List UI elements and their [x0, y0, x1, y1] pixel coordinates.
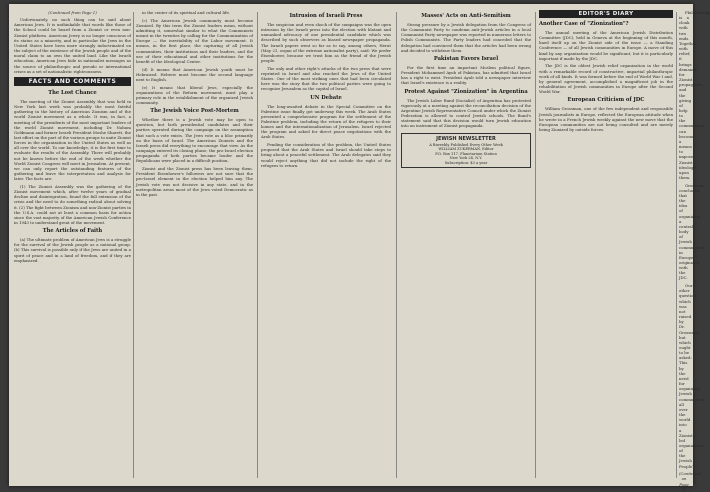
newsletter-line: A Biweekly Published Every Other Week [429, 142, 503, 147]
paragraph: Philanthropy is a cloak with two ends. Together with relief, it brings demands for Zionist propaganda, and the giving of help to the communities can become a means to impose Zionist ideology upon them. [679, 10, 710, 180]
column-separator [535, 12, 536, 478]
section-heading: The Articles of Faith [42, 228, 103, 235]
section-heading: European Criticism of JDC [567, 97, 645, 104]
column-separator [396, 12, 397, 478]
paragraph: The only and other right's attacks of the two press that were reprinted in Israel and also reached the Jews of the United States. One of the most striking ones that had been circulated here was the story that the two political parties were going to recognize Jerusalem as the capital of Israel. [261, 65, 391, 92]
column-2 [136, 10, 253, 480]
column-separator [133, 12, 134, 478]
paragraph: Our other question which was not raised by Dr. Grossman, but which ought to be asked: This by the need for organizing Jewish communities all over the world into a Zionist-led organization of the Jewish People? [679, 283, 705, 469]
section-heading: Masses' Acts on Anti-Semitism [421, 13, 511, 19]
section-heading: UN Debate [310, 94, 342, 101]
paragraph: (1) The Zionist Assembly was the gathering of the Zionist movement which, after twelve years of gradual decline and disintegration, found the full extension of the crisis and the need to do something radical about solving it. (2) The fight between Zionism and non-Zionist parties in the U.S.A. could not at least a common basis for action since the vast majority of the American Jewish Conference in 1943 to understand great of the movement. [14, 183, 131, 225]
newsletter-line: P.O. Box 117, Planetarium Station [435, 151, 497, 156]
facts-and-comments-banner: FACTS AND COMMENTS [14, 77, 131, 86]
continued-from-label: (Continued from Page 1) [48, 10, 97, 15]
newsletter-masthead-box [401, 133, 531, 169]
column-1 [14, 10, 131, 480]
paragraph: Whether there is a Jewish vote may be open to question, but both presidential candidates and their parties operated during the campaign on the assumption that such a vote exists. The Jews vote as a bloc primarily on the basis of Israel. The American Zionists and the Israeli press did everything to encourage that view. As the campaign entered its closing phase, the pro-Israel election propaganda of both parties became louder and the Republicans were placed in a difficult position. [136, 117, 253, 164]
column-6 [679, 10, 710, 492]
section-heading: Protest Against "Zionization" in Argentina [404, 88, 528, 95]
editors-diary-banner: EDITOR'S DIARY [539, 10, 673, 18]
paragraph: The annual meeting of the American Jewish Distribution Committee (JDC), held in Geneva at the beginning of this month, lined itself up on the Zionist side of the issue — a Standing Conference — of all Jewish communities in Europe. A move of this kind by any organization would be significant, but it is particularly important if made by the JDC. [539, 30, 673, 61]
paragraph: Unfortunately, no such thing can be said about American Jews. It is unthinkable that words like those of the School could be heard from a Zionist or even non-Zionist platform. American Jewry is no longer conscious of its status as a minority, and in particular the Jews in the United States have been more strongly indoctrinated on the subject of the existence of the Jewish people and of the moral claim to an own the united land. Like the Israeli education, American Jews hide in nationalist messages as the source of philanthropic and pseudo or international crises as a set of nationalistic righteousness. [14, 17, 131, 74]
section-heading: Pakistan Favors Israel [433, 55, 499, 62]
paragraph: The long-awaited debate in the Special Committee on the Palestine issue finally got underway this week. The Arab States presented a comprehensive program for the settlement of the Palestine problem, including the return of the refugees to their homes and the internationalization of Jerusalem. Israel rejected the program and asked for direct peace negotiations with the Arab States. [261, 103, 391, 140]
paragraph: (c) The American Jewish community must become Zionized. By this term the Zionist leaders mean, without admitting it, somewhat similar to what the Communists meant in the twenties by calling for the Communization of Europe — the inevitability of the Labor movement. It means, in the first place, the capturing of all Jewish communities, their institutions and their leaders, and the use of their educational and other institutions for the benefit of the Ideological Center. [136, 17, 253, 64]
paragraph: The suspicion and even shock of the campaigns was the open intrusion by the Israeli press into the election with blatant and unmasked advocacy of one presidential candidate which was described by such observers as biased newspaper propaganda. The Israeli papers went so far as to say, among others, Herut (May 21, organ of the extreme nationalist party), said: We prefer Eisenhower, because we trust him as the friend of the Jewish people. [261, 22, 391, 64]
paragraph: For the first time an important Moslem political figure, President Mohammed Ayub of Pakistan, has admitted that Israel has a right to exist. President Ayub told a newspaper interview that Israel's existence is a reality. [401, 64, 531, 86]
section-heading: Another Case of "Zionization"? [539, 21, 629, 27]
newsletter-line: WILLIAM ZUKERMAN, Editor [438, 147, 494, 152]
column-5 [539, 10, 673, 480]
newsletter-title: JEWISH NEWSLETTER [436, 135, 496, 142]
paragraph: Grossman concluded that the idea of organizing a central body of Jewish communities in Europe originated with the JDC. [679, 182, 705, 281]
section-heading: The Jewish Voice Post-Mortem [150, 108, 239, 115]
paragraph: (a) The ultimate problem of American Jews is a struggle for the survival of the Jewish people as a national group. (b) This survival is possible only if the Jews are united in a spirit of peace and in a land of freedom, and if they are emphasized. [14, 237, 131, 263]
paragraph: William Grossman, one of the few independent and responsible Jewish journalists in Europe, reflected the European attitude when he wrote in a French Jewish weekly against the new move that the European communities are not being consulted and are merely being Zionized by outside forces. [539, 106, 673, 132]
paragraph: (e) It means that liberal Jews, especially the organizations of the Reform movement, must play a primary role in the establishment of the organized Jewish community. [136, 84, 253, 105]
column-separator [676, 12, 677, 478]
paragraph: The meeting of the Zionist Assembly that was held in New York last week was probably the most fateful gathering in the history of American Zionism and of the world Zionist movement as a whole. It was, in fact, a meeting of the presidents of the most important leaders of the world Zionist movement, including Dr. Nahum Goldmann and former Israeli President Moshe Sharett, the last effort on the part of the various groups to unite Zionist forces in the organization in the United States as well as all over the world. To our knowledge, it is the first time to evaluate the results of the Assembly. There will probably not be known before the end of the week whether the World Zionist Congress will meet in Jerusalem. At present, we can only report the outstanding features of the gathering and leave the interpretation and analysis for later. The facts are: [14, 98, 131, 182]
paragraph: Pending the consideration of the problem, the United States proposed that the Arab States and Israel should take steps to bring about a peaceful settlement. The Arab delegates said they would reject anything that did not include the right of the refugees to return. [261, 142, 391, 168]
continued-on-label: (Continued on Page 4) [679, 471, 701, 492]
paragraph: Zionist and the Zionist press has been leaving them. President Eisenhower's followers are not sure that the pro-Israel element in the election helped him any. The Jewish vote was not decisive in any state, and in the metropolitan areas most of the Jews voted Democratic as in the past. [136, 166, 253, 197]
section-heading: The Lost Chance [48, 89, 97, 96]
paragraph: Strong pressure by a Jewish delegation from the Congress of the Communist Party to condemn anti-Jewish articles in a local Communist Party newspaper was reported in numerous letters to Polish Communists. The Party leaders had conceded that the delegation had convinced them that the articles had been wrong and decided to withdraw them. [401, 22, 531, 53]
paragraph: in the center of its spiritual and cultural life. [142, 10, 230, 15]
newspaper-page [9, 4, 710, 492]
column-3 [261, 10, 391, 480]
paragraph: (d) It means that American Jewish youth must be Hebraized. Hebrew must become the second language next to English. [136, 66, 253, 82]
column-separator [257, 12, 258, 478]
paragraph: The Jewish Labor Bund (Socialist) of Argentina has protested vigorously at a meeting against the reconciliation decision of the Argentine Jewish Representative Council under which the Zionist Federation is allowed to control Jewish schools. The Bund's statement said that this decision would turn Jewish education into an instrument of Zionist propaganda. [401, 97, 531, 129]
newsletter-line: Subscription: $3 a year [444, 160, 488, 165]
column-4 [401, 10, 531, 480]
section-heading: Intrusion of Israeli Press [289, 13, 363, 19]
newsletter-line: New York 24, N.Y. [449, 156, 483, 161]
paragraph: The JDC is the oldest Jewish relief organization in the world with a remarkable record of constructive, impartial philanthropic work of all kinds. It was formed before the end of World War I and, by general agreement, accomplished a magnificent job in the rehabilitation of Jewish communities in Europe after the Second World War. [539, 63, 673, 95]
